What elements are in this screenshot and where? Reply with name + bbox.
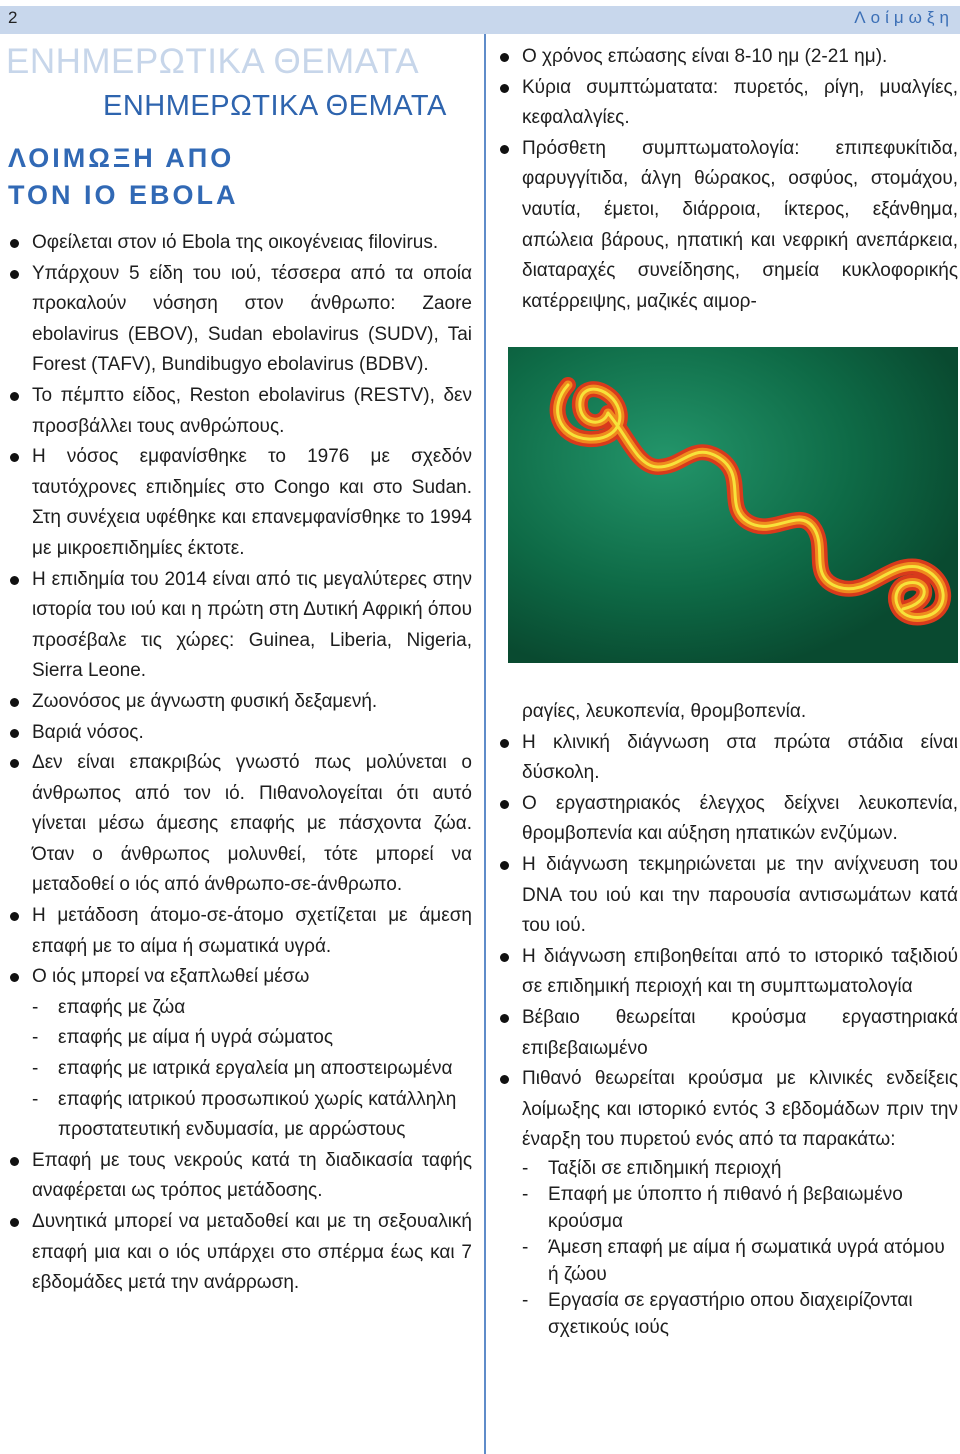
transmission-sublist xyxy=(32,993,472,1146)
list-item: Πρόσθετη συμπτωματολογία: επιπεφυκίτιδα, φαρυγγίτιδα, άλγη θώρακος, οσφύος, στομάχου, ναυτία, έμετοι, διάρροια, ίκτερος, εξάνθημα, απώλεια βάρους, ηπατική και νεφρική ανεπάρκεια, διαταραχές συνείδησης, σημεία κυκλοφορικής κατέρρειψης, μαζικές αιμορ- xyxy=(498,134,958,318)
sublist-item: - Ταξίδι σε επιδημική περιοχή xyxy=(522,1156,958,1183)
list-item: Βέβαιο θεωρείται κρούσμα εργαστηριακά επιβεβαιωμένο xyxy=(498,1003,958,1064)
list-item: Βαριά νόσος. xyxy=(8,718,472,749)
list-item: Ζωονόσος με άγνωστη φυσική δεξαμενή. xyxy=(8,687,472,718)
list-item-text: Ο ιός μπορεί να εξαπλωθεί μέσω xyxy=(32,966,310,988)
list-item: Ο εργαστηριακός έλεγχος δείχνει λευκοπενία, θρομβοπενία και αύξηση ηπατικών ενζύμων. xyxy=(498,789,958,850)
sublist-item: - Επαφή με ύποπτο ή πιθανό ή βεβαιωμένο κρούσμα xyxy=(522,1182,958,1235)
article-title xyxy=(8,140,239,214)
list-item: Η μετάδοση άτομο-σε-άτομο σχετίζεται με άμεση επαφή με το αίμα ή σωματικά υγρά. xyxy=(8,901,472,962)
left-column xyxy=(8,228,472,1299)
list-item: Δεν είναι επακριβώς γνωστό πως μολύνεται ο άνθρωπος από τον ιό. Πιθανολογείται ότι αυτό γίνεται μέσω άμεσης επαφής με πάσχοντα ζώα. Όταν ο άνθρωπος μολυνθεί, τότε μπορεί να μεταδοθεί ο ιός από άνθρωπο-σε-άνθρωπο. xyxy=(8,748,472,901)
watermark-title: ΕΝΗΜΕΡΩΤΙΚΑ ΘΕΜΑΤΑ xyxy=(6,42,420,81)
sublist-item: - επαφής ιατρικού προσωπικού χωρίς κατάλληλη προστατευτική ενδυμασία, με αρρώστους xyxy=(32,1085,472,1146)
column-divider xyxy=(484,34,486,1454)
list-item: Η νόσος εμφανίσθηκε το 1976 με σχεδόν ταυτόχρονες επιδημίες στο Congo και στο Sudan. Στη συνέχεια υφέθηκε και επανεμφανίσθηκε το 1994 με μικροεπιδημίες έκτοτε. xyxy=(8,442,472,564)
list-item: Ο χρόνος επώασης είναι 8-10 ημ (2-21 ημ). xyxy=(498,42,958,73)
list-item: Δυνητικά μπορεί να μεταδοθεί και με τη σεξουαλική επαφή μια και ο ιός υπάρχει στο σπέρμα έως και 7 εβδομάδες μετά την ανάρρωση. xyxy=(8,1207,472,1299)
list-item: Οφείλεται στον ιό Ebola της οικογένειας filovirus. xyxy=(8,228,472,259)
left-bullet-list xyxy=(8,228,472,1299)
probable-case-sublist xyxy=(522,1156,958,1342)
list-item: Κύρια συμπτώματατα: πυρετός, ρίγη, μυαλγίες, κεφαλαλγίες. xyxy=(498,73,958,134)
list-item: Επαφή με τους νεκρούς κατά τη διαδικασία ταφής αναφέρεται ως τρόπος μετάδοσης. xyxy=(8,1146,472,1207)
right-top-bullet-list xyxy=(498,42,958,317)
header-bar xyxy=(0,6,960,34)
page-number: 2 xyxy=(8,8,18,27)
ebola-virus-micrograph xyxy=(508,347,958,663)
sublist-item: - επαφής με αίμα ή υγρά σώματος xyxy=(32,1023,472,1054)
list-item-text: Πιθανό θεωρείται κρούσμα με κλινικές ενδείξεις λοίμωξης και ιστορικό εντός 3 εβδομάδων πριν την έναρξη του πυρετού ενός από τα παρακάτω: xyxy=(522,1068,958,1151)
list-item xyxy=(8,962,472,1146)
section-name: Λοίμωξη xyxy=(854,8,954,27)
list-item: Υπάρχουν 5 είδη του ιού, τέσσερα από τα οποία προκαλούν νόσηση στον άνθρωπο: Zaore ebolavirus (EBOV), Sudan ebolavirus (SUDV), Tai Forest (TAFV), Bundibugyo ebolavirus (BDBV). xyxy=(8,259,472,381)
list-item xyxy=(498,1064,958,1341)
continuation-text: ραγίες, λευκοπενία, θρομβοπενία. xyxy=(522,701,807,722)
virus-filament-image xyxy=(508,347,958,663)
list-item: Το πέμπτο είδος, Reston ebolavirus (RESTV), δεν προσβάλλει τους ανθρώπους. xyxy=(8,381,472,442)
sublist-item: - επαφής με ιατρικά εργαλεία μη αποστειρωμένα xyxy=(32,1054,472,1085)
list-item: Η διάγνωση επιβοηθείται από το ιστορικό ταξιδιού σε επιδημική περιοχή και τη συμπτωματολογία xyxy=(498,942,958,1003)
sublist-item: - Άμεση επαφή με αίμα ή σωματικά υγρά ατόμου ή ζώου xyxy=(522,1235,958,1288)
list-item: Η κλινική διάγνωση στα πρώτα στάδια είναι δύσκολη. xyxy=(498,728,958,789)
right-column-bottom xyxy=(498,697,958,1341)
section-subtitle: ΕΝΗΜΕΡΩΤΙΚΑ ΘΕΜΑΤΑ xyxy=(103,90,447,122)
right-bottom-bullet-list xyxy=(498,697,958,1341)
article-title-line-2: ΤΟΝ ΙΟ EBOLA xyxy=(8,180,239,210)
list-item: Η επιδημία του 2014 είναι από τις μεγαλύτερες στην ιστορία του ιού και η πρώτη στη Δυτική Αφρική όπου προσέβαλε τις χώρες: Guinea, Liberia, Nigeria, Sierra Leone. xyxy=(8,565,472,687)
sublist-item: - Εργασία σε εργαστήριο οπου διαχειρίζονται σχετικούς ιούς xyxy=(522,1288,958,1341)
article-title-line-1: ΛΟΙΜΩΞΗ ΑΠΟ xyxy=(8,143,235,173)
sublist-item: - επαφής με ζώα xyxy=(32,993,472,1024)
list-item: Η διάγνωση τεκμηριώνεται με την ανίχνευση του DNA του ιού και την παρουσία αντισωμάτων κατά του ιού. xyxy=(498,850,958,942)
right-column-top xyxy=(498,42,958,317)
